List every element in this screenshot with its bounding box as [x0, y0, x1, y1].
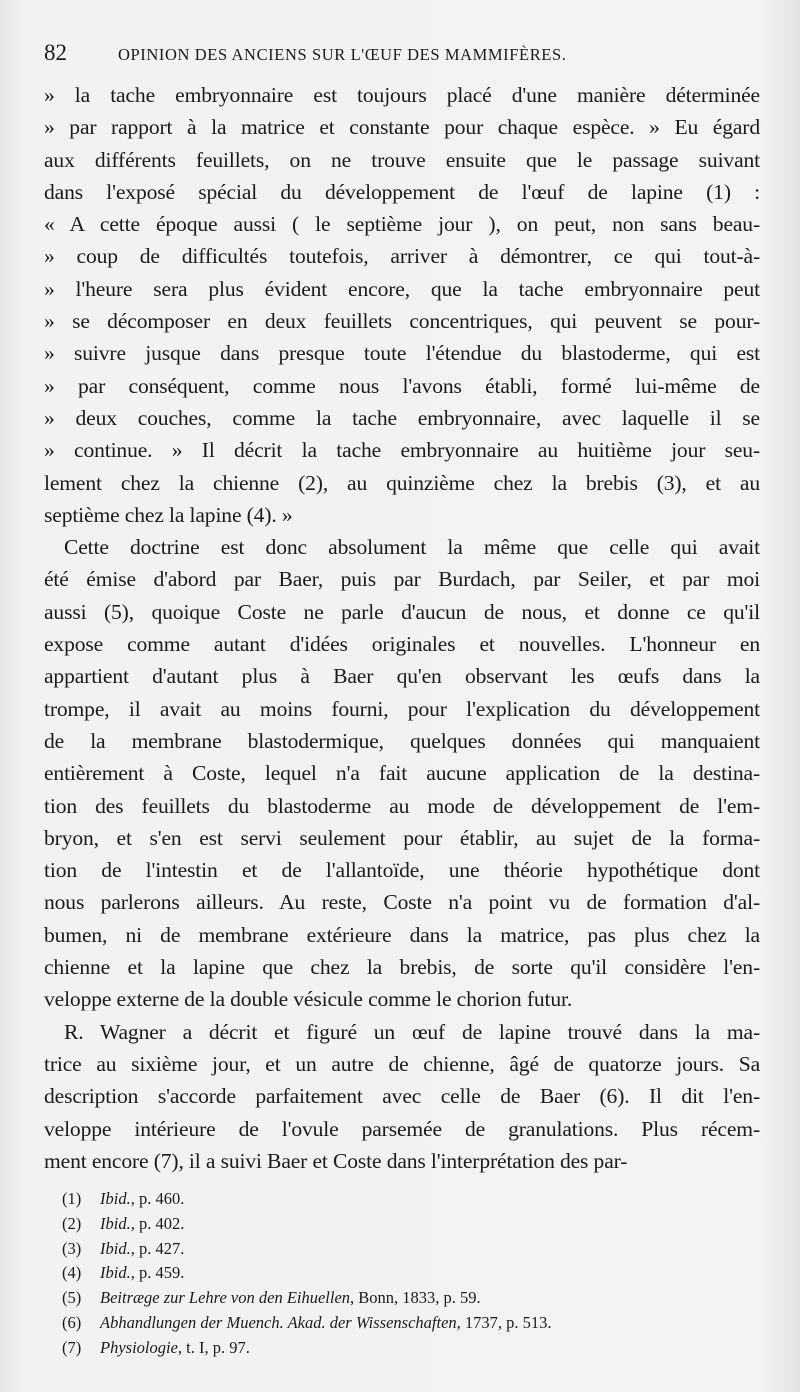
footnote: [62, 1261, 762, 1286]
footnote-reference: , p. 459.: [130, 1263, 185, 1283]
footnote-title: Beitræge zur Lehre von den Eihuellen: [100, 1288, 351, 1308]
text-line: » coup de difficultés toutefois, arriver à démontrer, ce qui tout-à-: [44, 244, 760, 269]
running-title: OPINION DES ANCIENS SUR L'ŒUF DES MAMMIFÈRES.: [118, 45, 567, 64]
footnote-reference: , Bonn, 1833, p. 59.: [350, 1288, 481, 1308]
footnote: [62, 1212, 762, 1237]
text-line: bryon, et s'en est servi seulement pour établir, au sujet de la forma-: [44, 825, 760, 850]
footnote-title: Ibid.: [100, 1238, 131, 1258]
footnote-title: Ibid.: [100, 1213, 131, 1233]
footnote: [62, 1311, 762, 1336]
text-line: R. Wagner a décrit et figuré un œuf de lapine trouvé dans la ma-: [64, 1019, 760, 1044]
footnote-title: Physiologie: [100, 1337, 178, 1357]
footnote-number: (4): [62, 1263, 82, 1283]
text-line: » la tache embryonnaire est toujours placé d'une manière déterminée: [44, 83, 760, 107]
text-line: ment encore (7), il a suivi Baer et Coste dans l'interprétation des par-: [44, 1148, 628, 1173]
text-line: « A cette époque aussi ( le septième jour ), on peut, non sans beau-: [44, 212, 760, 237]
text-line: nous parlerons ailleurs. Au reste, Coste n'a point vu de formation d'al-: [44, 890, 760, 915]
footnote: [62, 1286, 762, 1311]
text-line: dans l'exposé spécial du développement de l'œuf de lapine (1) :: [44, 179, 760, 204]
text-line: veloppe intérieure de l'ovule parsemée de granulations. Plus récem-: [44, 1116, 760, 1141]
text-line: » par conséquent, comme nous l'avons établi, formé lui-même de: [44, 373, 760, 398]
footnote: [62, 1187, 762, 1212]
footnote-reference: , p. 427.: [130, 1238, 185, 1258]
footnote-reference: , p. 402.: [130, 1213, 185, 1233]
text-line: » par rapport à la matrice et constante pour chaque espèce. » Eu égard: [44, 115, 760, 140]
text-line: entièrement à Coste, lequel n'a fait aucune application de la destina-: [44, 761, 760, 786]
text-line: » l'heure sera plus évident encore, que la tache embryonnaire peut: [44, 276, 760, 301]
footnote-reference: , t. I, p. 97.: [177, 1337, 250, 1357]
text-line: expose comme autant d'idées originales et nouvelles. L'honneur en: [44, 632, 760, 657]
text-line: tion des feuillets du blastoderme au mode de développement de l'em-: [44, 793, 760, 818]
footnote-number: (3): [62, 1238, 82, 1258]
footnote-title: Abhandlungen der Muench. Akad. der Wissenschaften: [100, 1312, 457, 1332]
footnote-reference: , 1737, p. 513.: [456, 1312, 552, 1332]
footnotes: [62, 1187, 762, 1361]
footnote-number: (6): [62, 1312, 82, 1332]
footnote: [62, 1336, 762, 1361]
text-line: appartient d'autant plus à Baer qu'en observant les œufs dans la: [44, 664, 760, 689]
footnote: [62, 1237, 762, 1262]
text-line: bumen, ni de membrane extérieure dans la matrice, pas plus chez la: [44, 922, 760, 947]
page-header: [44, 38, 764, 68]
footnote-number: (5): [62, 1288, 82, 1308]
body-text: [44, 79, 760, 1177]
text-line: » continue. » Il décrit la tache embryonnaire au huitième jour seu-: [44, 438, 760, 463]
text-line: trompe, il avait au moins fourni, pour l'explication du développement: [44, 696, 760, 721]
text-line: lement chez la chienne (2), au quinzième chez la brebis (3), et au: [44, 470, 760, 495]
text-line: description s'accorde parfaitement avec celle de Baer (6). Il dit l'en-: [44, 1084, 760, 1109]
text-line: veloppe externe de la double vésicule comme le chorion futur.: [44, 987, 573, 1012]
page-number: 82: [44, 40, 67, 65]
text-line: de la membrane blastodermique, quelques données qui manquaient: [44, 728, 760, 753]
footnote-title: Ibid.: [100, 1189, 131, 1208]
text-line: septième chez la lapine (4). »: [44, 502, 293, 527]
text-line: chienne et la lapine que chez la brebis, de sorte qu'il considère l'en-: [44, 955, 760, 980]
text-line: » suivre jusque dans presque toute l'étendue du blastoderme, qui est: [44, 341, 760, 366]
footnote-number: (1): [62, 1189, 82, 1208]
text-line: Cette doctrine est donc absolument la même que celle qui avait: [64, 535, 760, 560]
footnote-number: (2): [62, 1213, 82, 1233]
text-line: aux différents feuillets, on ne trouve ensuite que le passage suivant: [44, 147, 760, 172]
text-line: aussi (5), quoique Coste ne parle d'aucun de nous, et donne ce qu'il: [44, 599, 760, 624]
footnote-number: (7): [62, 1337, 82, 1357]
footnote-reference: , p. 460.: [130, 1189, 185, 1208]
text-line: été émise d'abord par Baer, puis par Burdach, par Seiler, et par moi: [44, 567, 760, 592]
text-line: » deux couches, comme la tache embryonnaire, avec laquelle il se: [44, 405, 760, 430]
text-line: » se décomposer en deux feuillets concentriques, qui peuvent se pour-: [44, 309, 760, 334]
text-line: tion de l'intestin et de l'allantoïde, une théorie hypothétique dont: [44, 858, 760, 883]
text-line: trice au sixième jour, et un autre de chienne, âgé de quatorze jours. Sa: [44, 1051, 760, 1076]
footnote-title: Ibid.: [100, 1263, 131, 1283]
